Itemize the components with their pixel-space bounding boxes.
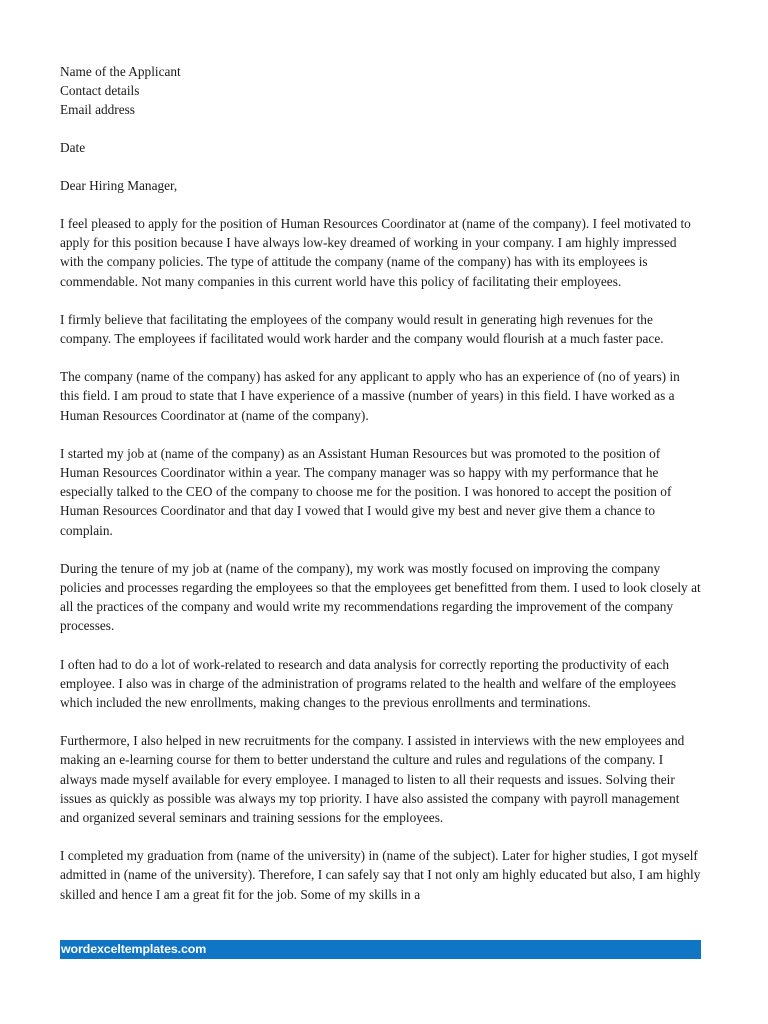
applicant-header-block bbox=[60, 62, 701, 119]
spacer-after-date bbox=[60, 157, 701, 176]
paragraph-gap-4 bbox=[60, 540, 701, 559]
body-paragraph-4: I started my job at (name of the company) as an Assistant Human Resources but was promoted to the position of Human Resources Coordinator within a year. The company manager was so happy with my performance that he especially talked to the CEO of the company to choose me for the position. I was honored to accept the position of Human Resources Coordinator and that day I vowed that I would give my best and never give them a chance to complain. bbox=[60, 445, 672, 538]
paragraph-gap-5 bbox=[60, 636, 701, 655]
paragraph-gap-2 bbox=[60, 348, 701, 367]
paragraph-gap-3 bbox=[60, 425, 701, 444]
body-paragraph-8: I completed my graduation from (name of the university) in (name of the subject). Later for higher studies, I got myself admitted in (name of the university). Therefore, I can safely say that I not only am highly educated but also, I am highly skilled and hence I am a great fit for the job. Some of my skills in a bbox=[60, 848, 701, 902]
applicant-email-line: Email address bbox=[60, 102, 135, 117]
footer-brand-text: wordexceltemplates.com bbox=[61, 942, 207, 956]
body-paragraph-5: During the tenure of my job at (name of the company), my work was mostly focused on improving the company policies and processes regarding the employees so that the employees get benefitted from them. I used to look closely at all the practices of the company and would write my recommendations regarding the improvement of the company processes. bbox=[60, 560, 701, 634]
date-line: Date bbox=[60, 140, 86, 155]
body-paragraph-2: I firmly believe that facilitating the employees of the company would result in generating high revenues for the company. The employees if facilitated would work harder and the company would flourish at a much faster pace. bbox=[60, 311, 664, 347]
letter-body bbox=[60, 62, 701, 904]
spacer-after-salutation bbox=[60, 195, 701, 214]
spacer-after-header bbox=[60, 119, 701, 138]
body-paragraph-7: Furthermore, I also helped in new recruitments for the company. I assisted in interviews with the new employees and making an e-learning course for them to better understand the culture and rules and regulations of the company. I always made myself available for every employee. I managed to listen to all their requests and issues. Solving their issues as quickly as possible was always my top priority. I have also assisted the company with payroll management and organized several seminars and training sessions for the employees. bbox=[60, 733, 685, 826]
salutation-line: Dear Hiring Manager, bbox=[60, 178, 178, 193]
paragraph-gap-1 bbox=[60, 291, 701, 310]
footer-brand-banner bbox=[60, 940, 701, 959]
body-paragraph-6: I often had to do a lot of work-related to research and data analysis for correctly reporting the productivity of each employee. I also was in charge of the administration of programs related to the health and welfare of the employees which included the new enrollments, making changes to the previous enrollments and terminations. bbox=[60, 656, 677, 711]
paragraph-gap-7 bbox=[60, 827, 701, 846]
applicant-contact-line: Contact details bbox=[60, 83, 140, 98]
applicant-name-line: Name of the Applicant bbox=[60, 64, 181, 79]
body-paragraph-1: I feel pleased to apply for the position of Human Resources Coordinator at (name of the company). I feel motivated to apply for this position because I have always low-key dreamed of working in your company. I am highly impressed with the company policies. The type of attitude the company (name of the company) has with its employees is commendable. Not many companies in this current world have this policy of facilitating their employees. bbox=[60, 216, 691, 289]
paragraph-gap-6 bbox=[60, 712, 701, 731]
body-paragraph-3: The company (name of the company) has asked for any applicant to apply who has an experience of (no of years) in this field. I am proud to state that I have experience of a massive (number of years) in this field. I have worked as a Human Resources Coordinator at (name of the company). bbox=[60, 369, 680, 423]
